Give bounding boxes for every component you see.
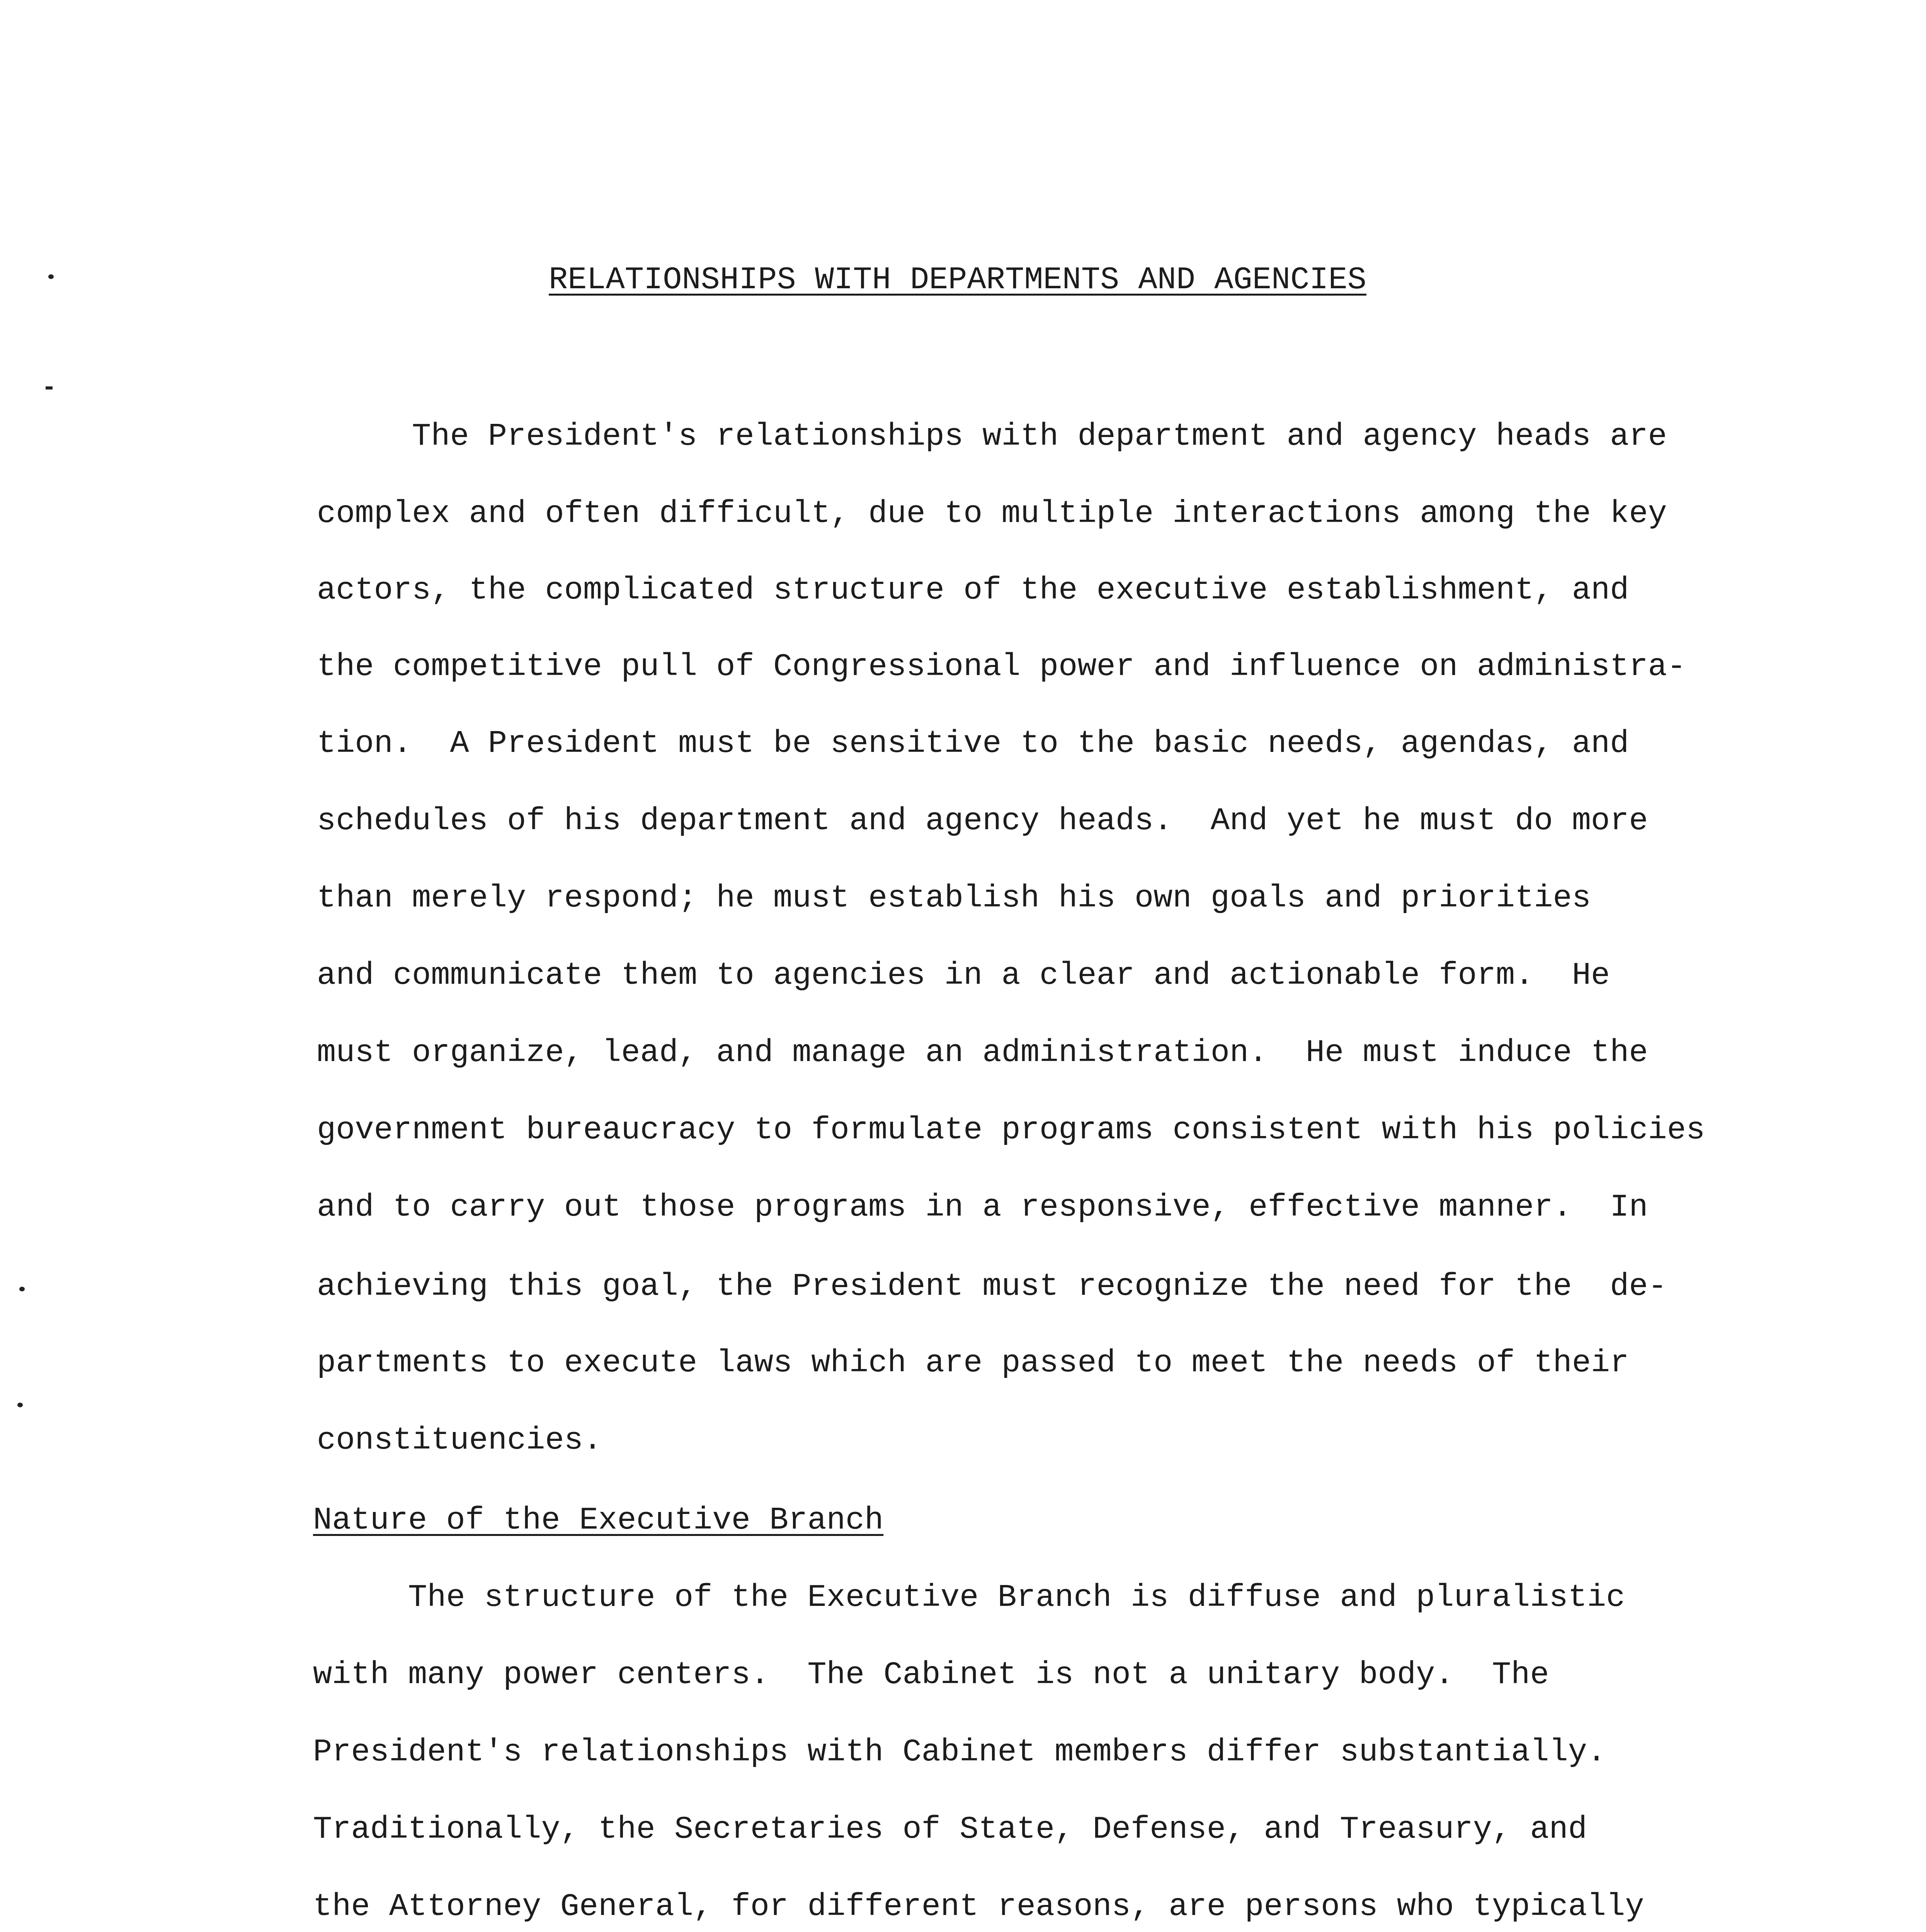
body-line: Traditionally, the Secretaries of State, Defense, and Treasury, and [313, 1811, 1587, 1847]
margin-mark [17, 1403, 23, 1407]
body-line: achieving this goal, the President must recognize the need for the de- [317, 1269, 1667, 1304]
body-line: schedules of his department and agency heads. And yet he must do more [317, 803, 1648, 839]
page-title: RELATIONSHIPS WITH DEPARTMENTS AND AGENCIES [549, 262, 1366, 298]
body-line: with many power centers. The Cabinet is not a unitary body. The [313, 1657, 1549, 1693]
body-line: constituencies. [317, 1422, 602, 1458]
body-line: the Attorney General, for different reasons, are persons who typically [313, 1889, 1644, 1925]
body-line: and to carry out those programs in a responsive, effective manner. In [317, 1189, 1648, 1225]
body-line: actors, the complicated structure of the executive establishment, and [317, 572, 1629, 608]
body-line: The President's relationships with department and agency heads are [317, 418, 1667, 454]
body-line: partments to execute laws which are passed to meet the needs of their [317, 1345, 1629, 1381]
margin-mark [19, 1287, 25, 1291]
body-line: complex and often difficult, due to multiple interactions among the key [317, 496, 1667, 532]
margin-mark [46, 386, 53, 389]
body-line: tion. A President must be sensitive to the basic needs, agendas, and [317, 726, 1629, 762]
body-line: The structure of the Executive Branch is diffuse and pluralistic [313, 1580, 1625, 1616]
body-line: and communicate them to agencies in a clear and actionable form. He [317, 957, 1610, 993]
body-line: President's relationships with Cabinet members differ substantially. [313, 1734, 1606, 1770]
body-line: than merely respond; he must establish his own goals and priorities [317, 880, 1591, 916]
body-line: government bureaucracy to formulate programs consistent with his policies [317, 1112, 1705, 1148]
body-line: must organize, lead, and manage an administration. He must induce the [317, 1035, 1648, 1071]
margin-mark [48, 274, 54, 279]
body-line: the competitive pull of Congressional power and influence on administra- [317, 649, 1686, 685]
section-heading: Nature of the Executive Branch [313, 1502, 884, 1538]
